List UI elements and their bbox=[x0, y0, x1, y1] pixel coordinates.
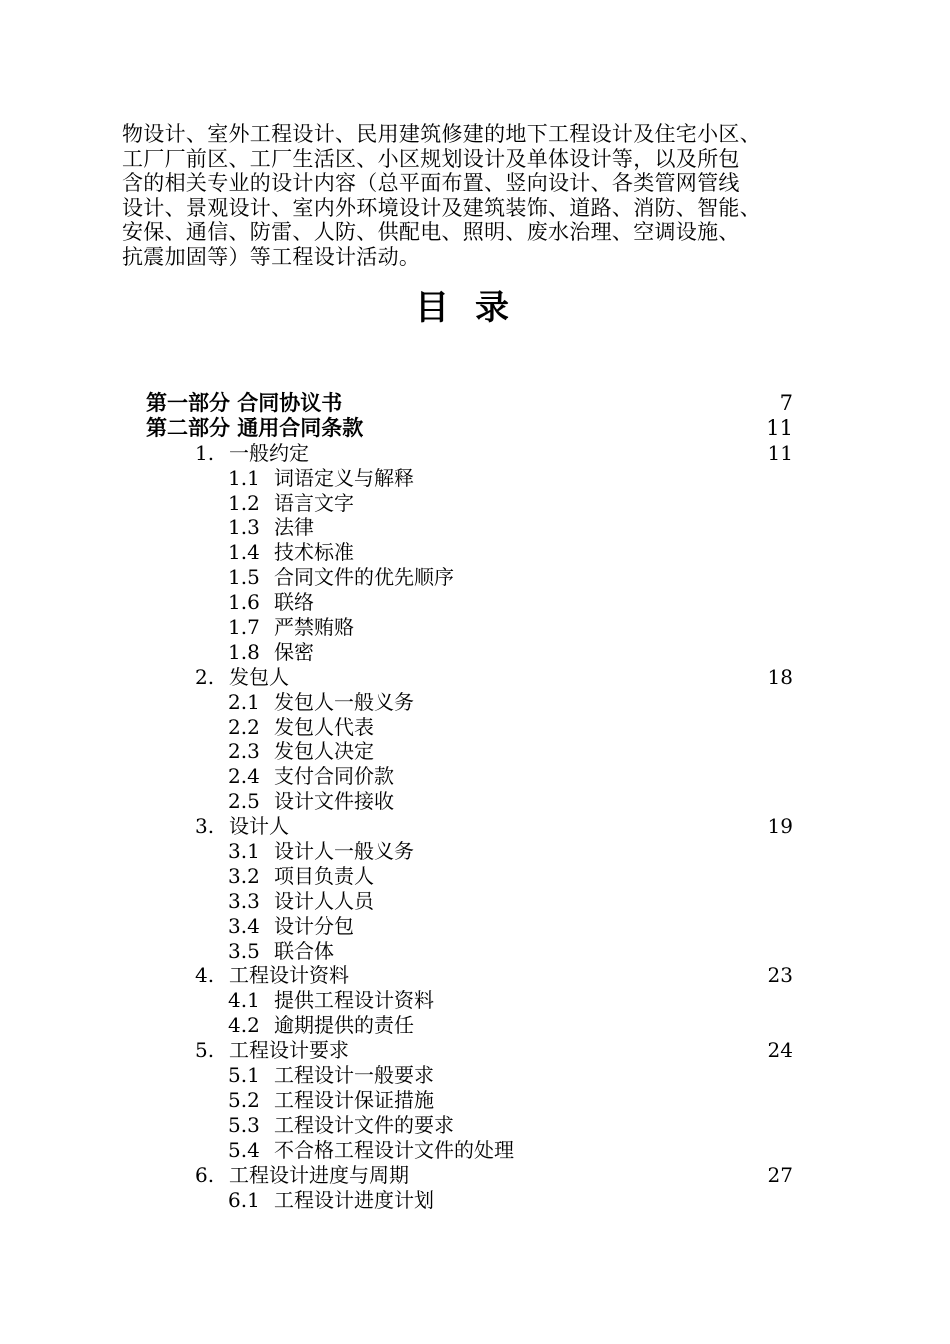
toc-entry-label bbox=[228, 1013, 414, 1038]
toc-section-entry[interactable] bbox=[0, 839, 950, 864]
toc-entry-number: 5.2 bbox=[228, 1087, 260, 1112]
toc-entry-label bbox=[228, 1138, 514, 1163]
toc-entry-title: 发包人 bbox=[229, 664, 289, 689]
toc-section-entry[interactable] bbox=[0, 491, 950, 516]
toc-entry-number: 3.4 bbox=[228, 913, 260, 938]
toc-section-entry[interactable] bbox=[0, 715, 950, 740]
toc-page-number: 24 bbox=[767, 1038, 793, 1063]
toc-entry-label bbox=[195, 1038, 349, 1063]
toc-page-number: 11 bbox=[767, 440, 793, 465]
toc-entry-label bbox=[228, 889, 374, 914]
toc-page-number: 19 bbox=[767, 814, 793, 839]
toc-entry-title: 工程设计一般要求 bbox=[274, 1063, 434, 1088]
toc-entry-number: 1.7 bbox=[228, 615, 260, 640]
toc-chapter-entry[interactable] bbox=[0, 814, 950, 839]
toc-section-entry[interactable] bbox=[0, 939, 950, 964]
toc-entry-label bbox=[228, 1088, 434, 1113]
toc-entry-label bbox=[228, 491, 354, 516]
toc-entry-number: 1.3 bbox=[228, 515, 260, 540]
toc-section-entry[interactable] bbox=[0, 1188, 950, 1213]
toc-entry-number: 2.4 bbox=[228, 764, 260, 789]
toc-entry-number: 4. bbox=[195, 963, 215, 988]
toc-entry-number: 1.6 bbox=[228, 590, 260, 615]
intro-line: 含的相关专业的设计内容（总平面布置、竖向设计、各类管网管线 bbox=[122, 171, 740, 196]
toc-entry-number: 2.3 bbox=[228, 739, 260, 764]
toc-entry-title: 设计人 bbox=[229, 814, 289, 839]
toc-entry-number: 3. bbox=[195, 814, 215, 839]
toc-chapter-entry[interactable] bbox=[0, 1038, 950, 1063]
toc-section-entry[interactable] bbox=[0, 1013, 950, 1038]
toc-section-entry[interactable] bbox=[0, 590, 950, 615]
toc-section-entry[interactable] bbox=[0, 764, 950, 789]
toc-entry-title: 工程设计资料 bbox=[229, 963, 349, 988]
toc-entry-label bbox=[228, 590, 314, 615]
toc-entry-title: 支付合同价款 bbox=[274, 764, 394, 789]
toc-entry-title: 合同文件的优先顺序 bbox=[274, 565, 454, 590]
table-of-contents bbox=[0, 391, 950, 1212]
intro-line: 设计、景观设计、室内外环境设计及建筑装饰、道路、消防、智能、 bbox=[122, 195, 761, 220]
toc-entry-number: 1. bbox=[195, 440, 215, 465]
toc-entry-label bbox=[195, 665, 289, 690]
toc-page-number: 7 bbox=[779, 391, 793, 415]
toc-entry-title: 发包人决定 bbox=[274, 739, 374, 764]
toc-entry-number: 1.5 bbox=[228, 565, 260, 590]
toc-entry-title: 逾期提供的责任 bbox=[274, 1013, 414, 1038]
toc-section-entry[interactable] bbox=[0, 515, 950, 540]
toc-section-entry[interactable] bbox=[0, 540, 950, 565]
toc-entry-label bbox=[228, 715, 374, 740]
toc-entry-title: 提供工程设计资料 bbox=[274, 988, 434, 1013]
toc-section-entry[interactable] bbox=[0, 1088, 950, 1113]
toc-entry-title: 工程设计文件的要求 bbox=[274, 1112, 454, 1137]
toc-entry-number: 3.2 bbox=[228, 863, 260, 888]
toc-section-entry[interactable] bbox=[0, 864, 950, 889]
toc-entry-title: 联合体 bbox=[274, 938, 334, 963]
toc-entry-title: 第二部分 通用合同条款 bbox=[146, 414, 364, 440]
toc-entry-number: 1.2 bbox=[228, 490, 260, 515]
toc-entry-number: 2.1 bbox=[228, 689, 260, 714]
toc-section-entry[interactable] bbox=[0, 640, 950, 665]
toc-entry-label bbox=[228, 1188, 434, 1213]
toc-entry-number: 4.1 bbox=[228, 988, 260, 1013]
toc-chapter-entry[interactable] bbox=[0, 441, 950, 466]
toc-entry-title: 设计文件接收 bbox=[274, 789, 394, 814]
toc-entry-label bbox=[228, 839, 414, 864]
toc-entry-label bbox=[146, 391, 342, 416]
toc-entry-label bbox=[228, 515, 314, 540]
toc-entry-number: 5.1 bbox=[228, 1063, 260, 1088]
intro-paragraph bbox=[122, 122, 842, 270]
toc-entry-label bbox=[228, 939, 334, 964]
toc-entry-title: 严禁贿赂 bbox=[274, 615, 354, 640]
toc-entry-label bbox=[195, 814, 289, 839]
toc-section-entry[interactable] bbox=[0, 565, 950, 590]
toc-entry-title: 保密 bbox=[274, 639, 314, 664]
toc-entry-label bbox=[195, 963, 349, 988]
toc-section-entry[interactable] bbox=[0, 914, 950, 939]
toc-entry-title: 不合格工程设计文件的处理 bbox=[274, 1137, 514, 1162]
toc-entry-title: 工程设计进度计划 bbox=[274, 1187, 434, 1212]
toc-page-number: 23 bbox=[767, 963, 793, 988]
toc-entry-label bbox=[228, 640, 314, 665]
toc-entry-label bbox=[195, 441, 309, 466]
toc-entry-label bbox=[228, 466, 414, 491]
toc-entry-title: 第一部分 合同协议书 bbox=[146, 390, 343, 415]
toc-entry-number: 6. bbox=[195, 1162, 215, 1187]
toc-section-entry[interactable] bbox=[0, 1138, 950, 1163]
intro-line: 安保、通信、防雷、人防、供配电、照明、废水治理、空调设施、 bbox=[122, 220, 740, 245]
toc-section-entry[interactable] bbox=[0, 1113, 950, 1138]
toc-entry-title: 项目负责人 bbox=[274, 863, 374, 888]
toc-entry-label bbox=[195, 1163, 409, 1188]
toc-entry-label bbox=[228, 615, 354, 640]
intro-line: 工厂厂前区、工厂生活区、小区规划设计及单体设计等，以及所包 bbox=[122, 146, 740, 171]
toc-entry-title: 发包人代表 bbox=[274, 714, 374, 739]
toc-entry-number: 2.2 bbox=[228, 714, 260, 739]
toc-entry-number: 5.4 bbox=[228, 1137, 260, 1162]
toc-part-entry[interactable] bbox=[0, 391, 950, 416]
toc-entry-label bbox=[228, 864, 374, 889]
toc-entry-title: 设计人人员 bbox=[274, 888, 374, 913]
toc-entry-number: 3.1 bbox=[228, 839, 260, 864]
toc-entry-number: 5.3 bbox=[228, 1112, 260, 1137]
toc-entry-title: 词语定义与解释 bbox=[274, 465, 414, 490]
toc-section-entry[interactable] bbox=[0, 1063, 950, 1088]
toc-entry-title: 语言文字 bbox=[274, 490, 354, 515]
toc-entry-title: 工程设计保证措施 bbox=[274, 1087, 434, 1112]
toc-entry-title: 联络 bbox=[274, 590, 314, 615]
intro-line: 抗震加固等）等工程设计活动。 bbox=[122, 244, 421, 269]
toc-entry-label bbox=[228, 1063, 434, 1088]
toc-entry-title: 一般约定 bbox=[229, 440, 309, 465]
toc-entry-title: 工程设计进度与周期 bbox=[229, 1162, 409, 1187]
toc-entry-label bbox=[228, 565, 454, 590]
toc-entry-number: 2.5 bbox=[228, 789, 260, 814]
toc-entry-number: 1.1 bbox=[228, 465, 260, 490]
toc-entry-number: 3.5 bbox=[228, 938, 260, 963]
toc-entry-label bbox=[228, 739, 374, 764]
toc-entry-title: 法律 bbox=[274, 515, 314, 540]
toc-entry-number: 1.4 bbox=[228, 540, 260, 565]
toc-section-entry[interactable] bbox=[0, 615, 950, 640]
toc-entry-label bbox=[228, 988, 434, 1013]
toc-entry-title: 发包人一般义务 bbox=[274, 689, 414, 714]
toc-section-entry[interactable] bbox=[0, 690, 950, 715]
toc-entry-number: 5. bbox=[195, 1038, 215, 1063]
toc-entry-label bbox=[228, 764, 394, 789]
toc-chapter-entry[interactable] bbox=[0, 1163, 950, 1188]
toc-entry-number: 1.8 bbox=[228, 639, 260, 664]
toc-entry-label bbox=[228, 540, 354, 565]
toc-page-number: 27 bbox=[767, 1162, 793, 1187]
toc-section-entry[interactable] bbox=[0, 789, 950, 814]
toc-entry-label bbox=[228, 1113, 454, 1138]
toc-page-number: 11 bbox=[766, 415, 793, 440]
toc-section-entry[interactable] bbox=[0, 988, 950, 1013]
toc-page-number: 18 bbox=[767, 664, 793, 689]
toc-title: 目录 bbox=[415, 288, 535, 328]
toc-chapter-entry[interactable] bbox=[0, 963, 950, 988]
toc-section-entry[interactable] bbox=[0, 466, 950, 491]
toc-entry-label bbox=[228, 690, 414, 715]
toc-section-entry[interactable] bbox=[0, 739, 950, 764]
toc-entry-number: 4.2 bbox=[228, 1013, 260, 1038]
toc-entry-title: 设计人一般义务 bbox=[274, 839, 414, 864]
toc-entry-title: 技术标准 bbox=[274, 540, 354, 565]
toc-entry-title: 设计分包 bbox=[274, 913, 354, 938]
toc-entry-number: 3.3 bbox=[228, 888, 260, 913]
toc-section-entry[interactable] bbox=[0, 889, 950, 914]
toc-entry-title: 工程设计要求 bbox=[229, 1038, 349, 1063]
toc-entry-label bbox=[228, 914, 354, 939]
toc-entry-label bbox=[146, 416, 363, 441]
toc-entry-number: 6.1 bbox=[228, 1187, 260, 1212]
toc-chapter-entry[interactable] bbox=[0, 665, 950, 690]
toc-part-entry[interactable] bbox=[0, 416, 950, 441]
toc-entry-number: 2. bbox=[195, 664, 215, 689]
intro-line: 物设计、室外工程设计、民用建筑修建的地下工程设计及住宅小区、 bbox=[122, 122, 761, 146]
toc-entry-label bbox=[228, 789, 394, 814]
